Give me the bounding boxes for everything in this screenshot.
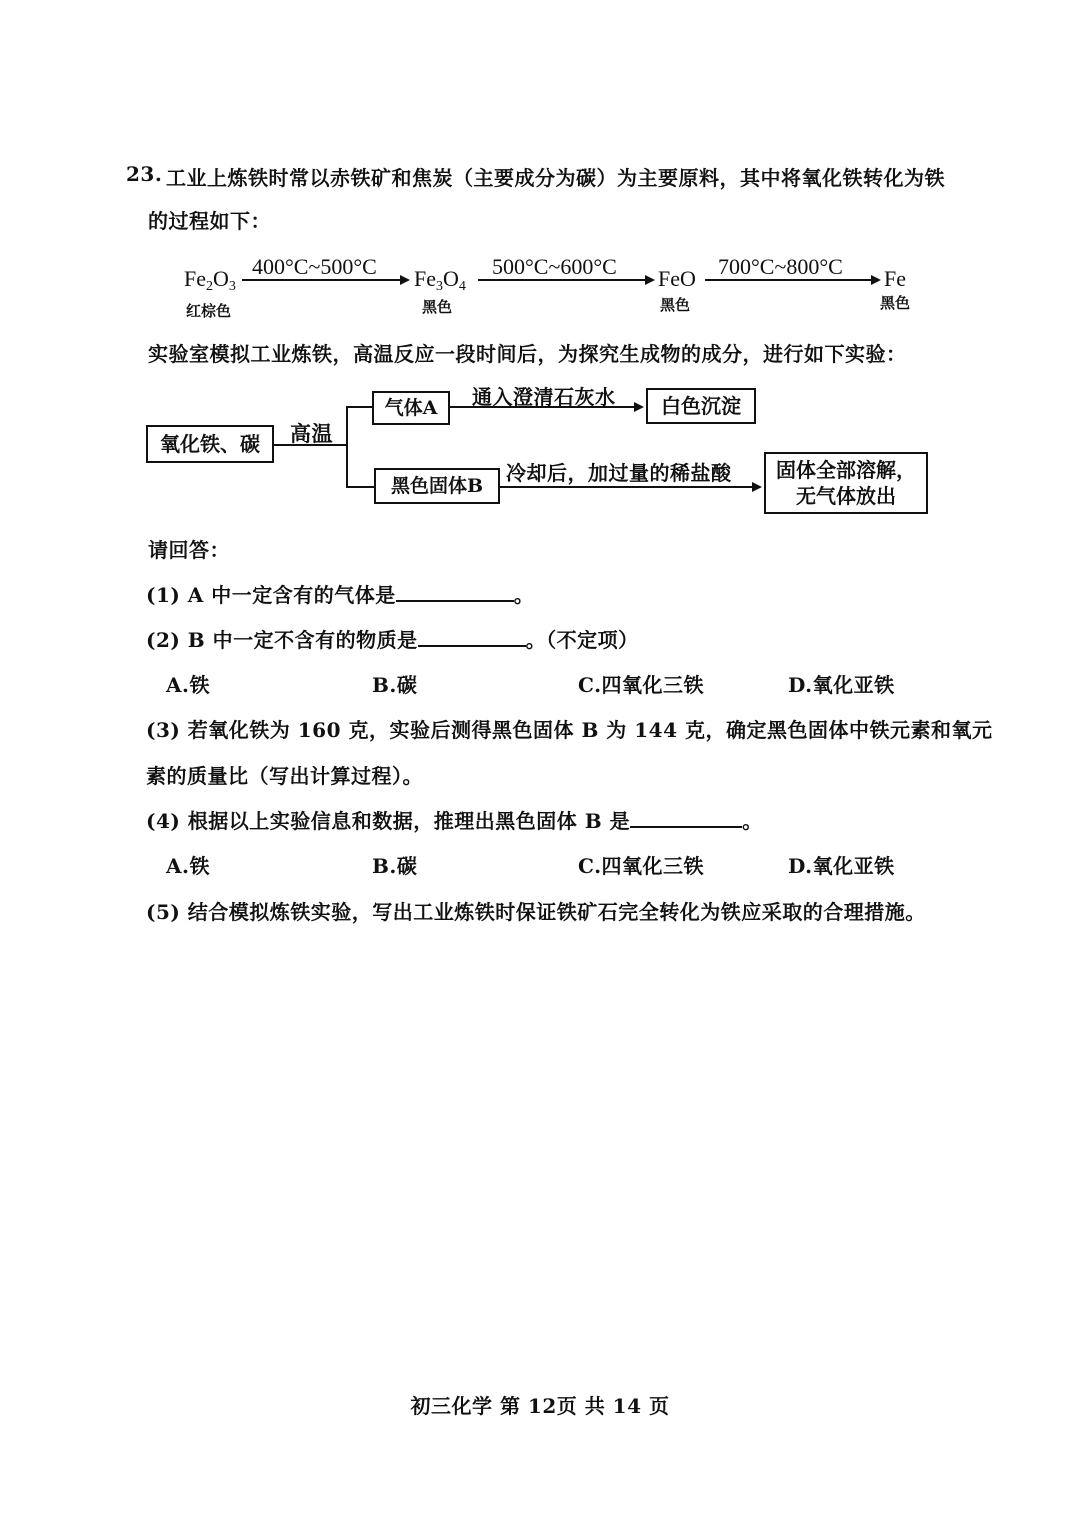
q1-end: 。 bbox=[513, 583, 535, 607]
condition-2: 500°C~600°C bbox=[492, 254, 617, 279]
species-fe: Fe bbox=[884, 266, 906, 291]
q2-option-b: B.碳 bbox=[372, 673, 418, 697]
arrow-2-head bbox=[645, 275, 655, 285]
q4-option-a: A.铁 bbox=[166, 854, 210, 878]
q2-option-d: D.氧化亚铁 bbox=[788, 673, 895, 697]
q4-option-b: B.碳 bbox=[372, 854, 418, 878]
branch-vertical bbox=[346, 406, 348, 486]
q4-option-c: C.四氧化三铁 bbox=[578, 854, 705, 878]
solid-result-box bbox=[764, 452, 928, 514]
species-feo: FeO bbox=[658, 266, 696, 291]
species-fe2o3-color: 红棕色 bbox=[186, 302, 232, 320]
q3-line2: 素的质量比（写出计算过程）。 bbox=[146, 764, 423, 788]
condition-1: 400°C~500°C bbox=[252, 254, 377, 279]
answer-prompt: 请回答： bbox=[148, 538, 230, 562]
q4-line bbox=[146, 805, 763, 834]
heat-label: 高温 bbox=[290, 421, 333, 446]
q2-option-a: A.铁 bbox=[166, 673, 210, 697]
gas-result-box: 白色沉淀 bbox=[646, 388, 756, 424]
experiment-intro: 实验室模拟工业炼铁，高温反应一段时间后，为探究生成物的成分，进行如下实验： bbox=[148, 342, 907, 366]
q1-answer-blank[interactable] bbox=[396, 582, 514, 602]
q5-line: (5) 结合模拟炼铁实验，写出工业炼铁时保证铁矿石完全转化为铁应采取的合理措施。 bbox=[146, 900, 926, 924]
q2-answer-blank[interactable] bbox=[418, 627, 526, 647]
species-fe3o4-color: 黑色 bbox=[422, 298, 453, 316]
arrow-1-head bbox=[400, 275, 410, 285]
species-fe3o4: $Fe_3O_4$ bbox=[414, 266, 466, 294]
q4-end: 。 bbox=[742, 809, 763, 833]
species-feo-color: 黑色 bbox=[660, 296, 691, 314]
solid-arrow-head bbox=[752, 482, 762, 492]
solid-step: 冷却后，加过量的稀盐酸 bbox=[506, 461, 732, 485]
condition-3: 700°C~800°C bbox=[718, 254, 843, 279]
q4-text: (4) 根据以上实验信息和数据，推理出黑色固体 B 是 bbox=[146, 809, 631, 833]
solid-box: 黑色固体B bbox=[374, 468, 500, 504]
solid-result-line1: 固体全部溶解， bbox=[776, 458, 916, 482]
species-fe-color: 黑色 bbox=[880, 294, 911, 312]
q4-answer-blank[interactable] bbox=[630, 808, 742, 828]
q2-line bbox=[146, 624, 639, 653]
solid-arrow-line bbox=[500, 486, 754, 488]
q2-text: (2) B 中一定不含有的物质是 bbox=[146, 628, 418, 652]
gas-arrow-head bbox=[634, 402, 644, 412]
question-intro-line2: 的过程如下： bbox=[148, 209, 271, 233]
question-intro-line1: 工业上炼铁时常以赤铁矿和焦炭（主要成分为碳）为主要原料，其中将氧化铁转化为铁 bbox=[166, 166, 945, 190]
q1-text: (1) A 中一定含有的气体是 bbox=[146, 583, 396, 607]
gas-box: 气体A bbox=[372, 391, 450, 425]
q2-option-c: C.四氧化三铁 bbox=[578, 673, 705, 697]
q2-end: 。（不定项） bbox=[525, 628, 639, 652]
question-number: 23. bbox=[126, 162, 163, 186]
q3-line1: (3) 若氧化铁为 160 克，实验后测得黑色固体 B 为 144 克，确定黑色固体中铁元素和氧元 bbox=[146, 718, 993, 742]
arrow-3-head bbox=[871, 275, 881, 285]
solid-result-line2: 无气体放出 bbox=[796, 484, 896, 508]
q4-option-d: D.氧化亚铁 bbox=[788, 854, 895, 878]
species-fe2o3: $Fe_2O_3$ bbox=[184, 266, 236, 294]
branch-bottom bbox=[346, 486, 374, 488]
q1-line bbox=[146, 579, 534, 608]
page-footer: 初三化学 第 12页 共 14 页 bbox=[410, 1394, 670, 1418]
gas-step: 通入澄清石灰水 bbox=[472, 385, 616, 409]
start-box: 氧化铁、碳 bbox=[146, 425, 274, 463]
branch-top bbox=[346, 406, 372, 408]
